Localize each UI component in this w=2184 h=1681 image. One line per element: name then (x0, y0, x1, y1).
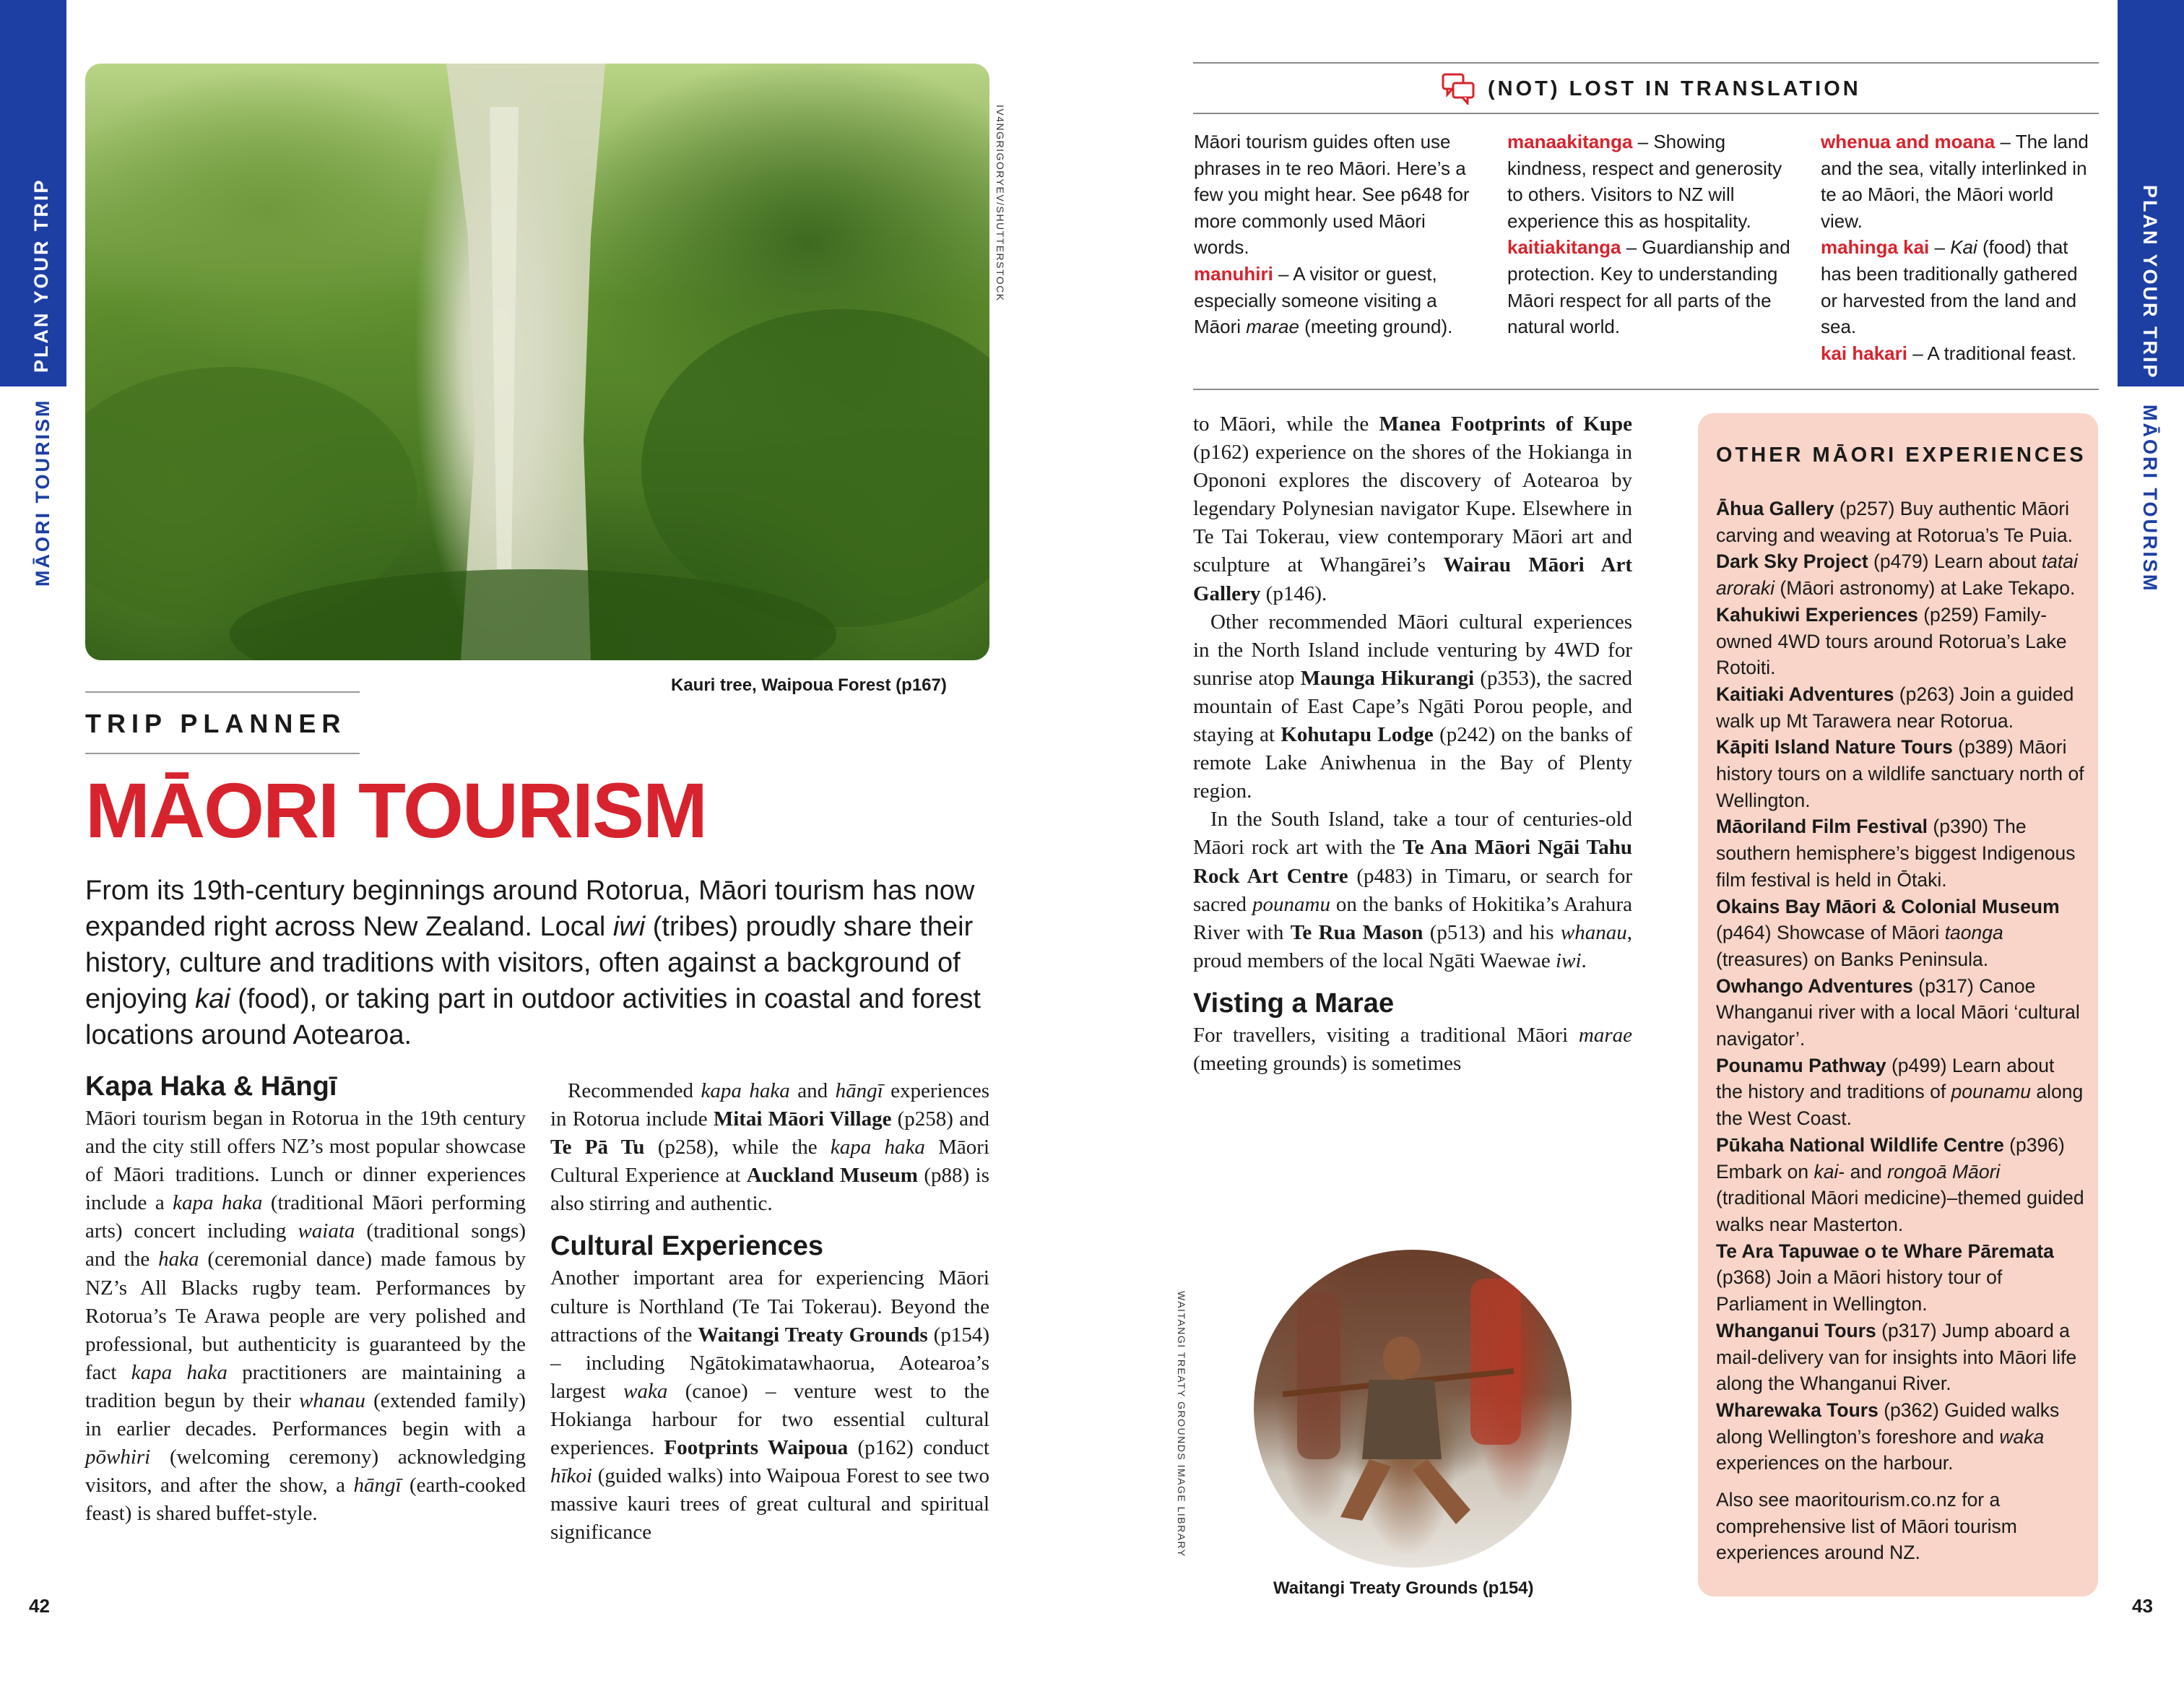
page-title: MĀORI TOURISM (85, 766, 706, 854)
list-item-okains: Okains Bay Māori & Colonial Museum (p464) Showcase of Māori taonga (treasures) on Banks Peninsula. (1716, 895, 2060, 970)
list-item-pukaha: Pūkaha National Wildlife Centre (p396) Embark on kai- and rongoā Māori (traditional Māori medicine)–themed guided walks near Masterton. (1716, 1133, 2084, 1235)
column-3 (1193, 410, 1632, 1078)
term-kaitiakitanga: kaitiakitanga – Guardianship and protection. Key to understanding Māori respect for all parts of the natural world. (1507, 236, 1790, 338)
section-label-left: MĀORI TOURISM (32, 398, 53, 587)
list-item-whanganui: Whanganui Tours (p317) Jump aboard a mail-delivery van for insights into Māori life along the Whanganui River. (1716, 1319, 2077, 1395)
column-1 (85, 1068, 526, 1528)
column-2 (550, 1077, 989, 1547)
kicker: TRIP PLANNER (85, 709, 347, 738)
paragraph-kapa-haka: Māori tourism began in Rotorua in the 19th century and the city still offers NZ’s most popular showcase of Māori traditions. Lunch or dinner experiences include a kapa haka (traditional Māori performing arts) concert including waiata (traditional songs) and the haka (ceremonial dance) made famous by NZ’s All Blacks rugby team. Performances by Rotorua’s Te Arawa people are very polished and professional, but authenticity is guaranteed by the fact kapa haka practitioners are maintaining a tradition begun by their whanau (extended family) in earlier decades. Performances begin with a pōwhiri (welcoming ceremony) acknowledging visitors, and after the show, a hāngī (earth-cooked feast) is shared buffet-style. (85, 1107, 526, 1526)
side-tab-right-label: PLAN YOUR TRIP (2139, 185, 2161, 380)
list-item-kahukiwi: Kahukiwi Experiences (p259) Family-owned 4WD tours around Rotorua’s Lake Rotoiti. (1716, 603, 2067, 679)
term-manuhiri: manuhiri – A visitor or guest, especially someone visiting a Māori marae (meeting ground). (1194, 262, 1453, 338)
kicker-rule-bottom (85, 753, 360, 754)
paragraph-north-island: Other recommended Māori cultural experiences in the North Island include venturing by 4WD for sunrise atop Maunga Hikurangi (p353), the sacred mountain of East Cape’s Ngāti Porou people, and staying at Kohutapu Lodge (p242) on the banks of remote Lake Aniwhenua in the Bay of Plenty region. (1193, 610, 1632, 803)
kicker-rule-top (85, 691, 360, 693)
paragraph-recommended: Recommended kapa haka and hāngī experiences in Rotorua include Mitai Māori Village (p258) and Te Pā Tu (p258), while the kapa haka Māori Cultural Experience at Auckland Museum (p88) is also stirring and authentic. (550, 1079, 989, 1216)
term-manaakitanga: manaakitanga – Showing kindness, respect and generosity to others. Visitors to NZ will experience this as hospitality. (1507, 131, 1782, 232)
translation-col-2 (1507, 129, 1790, 340)
paragraph-northland-cont: to Māori, while the Manea Footprints of Kupe (p162) experience on the shores of the Hokianga in Opononi explores the discovery of Aotearoa by legendary Polynesian navigator Kupe. Elsewhere in Te Tai Tokerau, view contemporary Māori art and sculpture at Whangārei’s Wairau Māori Art Gallery (p146). (1193, 412, 1632, 605)
list-item-ahua: Āhua Gallery (p257) Buy authentic Māori carving and weaving at Rotorua’s Te Puia. (1716, 498, 2073, 546)
term-whenua-moana: whenua and moana – The land and the sea, vitally interlinked in te ao Māori, the Māori world view. (1821, 131, 2089, 232)
heading-cultural-experiences: Cultural Experiences (550, 1231, 824, 1262)
kauri-tree-photo (85, 64, 989, 660)
paragraph-marae: For travellers, visiting a traditional Māori marae (meeting grounds) is sometimes (1193, 1023, 1632, 1075)
list-item-pounamu: Pounamu Pathway (p499) Learn about the history and traditions of pounamu along the West Coast. (1716, 1054, 2084, 1130)
list-item-owhango: Owhango Adventures (p317) Canoe Whanganui river with a local Māori ‘cultural navigator’. (1716, 975, 2080, 1050)
photo-credit-kauri: IV4NGRIGORYEV/SHUTTERSTOCK (994, 105, 1006, 302)
warrior-illustration (1254, 1250, 1572, 1568)
side-tab-left-label: PLAN YOUR TRIP (30, 178, 52, 373)
list-item-wharewaka: Wharewaka Tours (p362) Guided walks along Wellington’s foreshore and waka experiences on the harbour. (1716, 1399, 2060, 1474)
other-experiences-heading: OTHER MĀORI EXPERIENCES (1716, 444, 2086, 467)
term-kai-hakari: kai hakari – A traditional feast. (1821, 342, 2077, 364)
other-experiences-footer: Also see maoritourism.co.nz for a comprehensive list of Māori tourism experiences around NZ. (1716, 1489, 2017, 1564)
list-item-maoriland: Māoriland Film Festival (p390) The southern hemisphere’s biggest Indigenous film festival is held in Ōtaki. (1716, 816, 2076, 891)
list-item-te-ara-tapuwae: Te Ara Tapuwae o te Whare Pāremata (p368) Join a Māori history tour of Parliament in Wellington. (1716, 1240, 2054, 1315)
translation-intro: Māori tourism guides often use phrases in te reo Māori. Here’s a few you might hear. See p648 for more commonly used Māori words. (1194, 131, 1470, 259)
photo-caption-kauri: Kauri tree, Waipoua Forest (p167) (671, 675, 947, 695)
translation-rule-top (1193, 62, 2099, 64)
photo-caption-waitangi: Waitangi Treaty Grounds (p154) (1273, 1578, 1534, 1598)
section-label-right: MĀORI TOURISM (2139, 405, 2161, 593)
translation-rule-bottom (1193, 389, 2099, 390)
translation-heading: (NOT) LOST IN TRANSLATION (1488, 77, 1861, 100)
translation-rule-mid (1193, 113, 2099, 114)
page-number-left: 42 (29, 1595, 50, 1617)
forest-illustration (85, 64, 989, 660)
intro-paragraph: From its 19th-century beginnings around Rotorua, Māori tourism has now expanded right across New Zealand. Local iwi (tribes) proudly share their history, culture and traditions with visitors, often against a background of enjoying kai (food), or taking part in outdoor activities in coastal and forest locations around Aotearoa. (85, 876, 981, 1050)
other-experiences-list (1716, 496, 2084, 1566)
photo-credit-waitangi: WAITANGI TREATY GROUNDS IMAGE LIBRARY (1176, 1291, 1187, 1557)
paragraph-northland: Another important area for experiencing Māori culture is Northland (Te Tai Tokerau). Beyond the attractions of the Waitangi Treaty Grounds (p154) – including Ngātokimatawhaorua, Aotearoa’s largest waka (canoe) – venture west to the Hokianga harbour for two essential cultural experiences. Footprints Waipoua (p162) conduct hīkoi (guided walks) into Waipoua Forest to see two massive kauri trees of great cultural and spiritual significance (550, 1266, 990, 1544)
list-item-dark-sky: Dark Sky Project (p479) Learn about tatai aroraki (Māori astronomy) at Lake Tekapo. (1716, 550, 2078, 600)
waitangi-photo (1254, 1250, 1572, 1568)
heading-kapa-haka: Kapa Haka & Hāngī (85, 1071, 337, 1102)
speech-bubbles-icon (1442, 73, 1475, 108)
list-item-kapiti: Kāpiti Island Nature Tours (p389) Māori history tours on a wildlife sanctuary north of Wellington. (1716, 736, 2084, 811)
translation-col-1 (1194, 129, 1477, 340)
paragraph-south-island: In the South Island, take a tour of centuries-old Māori rock art with the Te Ana Māori Ngāi Tahu Rock Art Centre (p483) in Timaru, or search for sacred pounamu on the banks of Hokitika’s Arahura River with Te Rua Mason (p513) and his whanau, proud members of the local Ngāti Waewae iwi. (1193, 808, 1632, 972)
list-item-kaitiaki: Kaitiaki Adventures (p263) Join a guided walk up Mt Tarawera near Rotorua. (1716, 683, 2074, 732)
translation-col-3 (1821, 129, 2099, 366)
term-mahinga-kai: mahinga kai – Kai (food) that has been traditionally gathered or harvested from the land and sea. (1821, 236, 2078, 338)
heading-visiting-marae: Visting a Marae (1193, 988, 1395, 1019)
page-number-right: 43 (2132, 1595, 2153, 1617)
